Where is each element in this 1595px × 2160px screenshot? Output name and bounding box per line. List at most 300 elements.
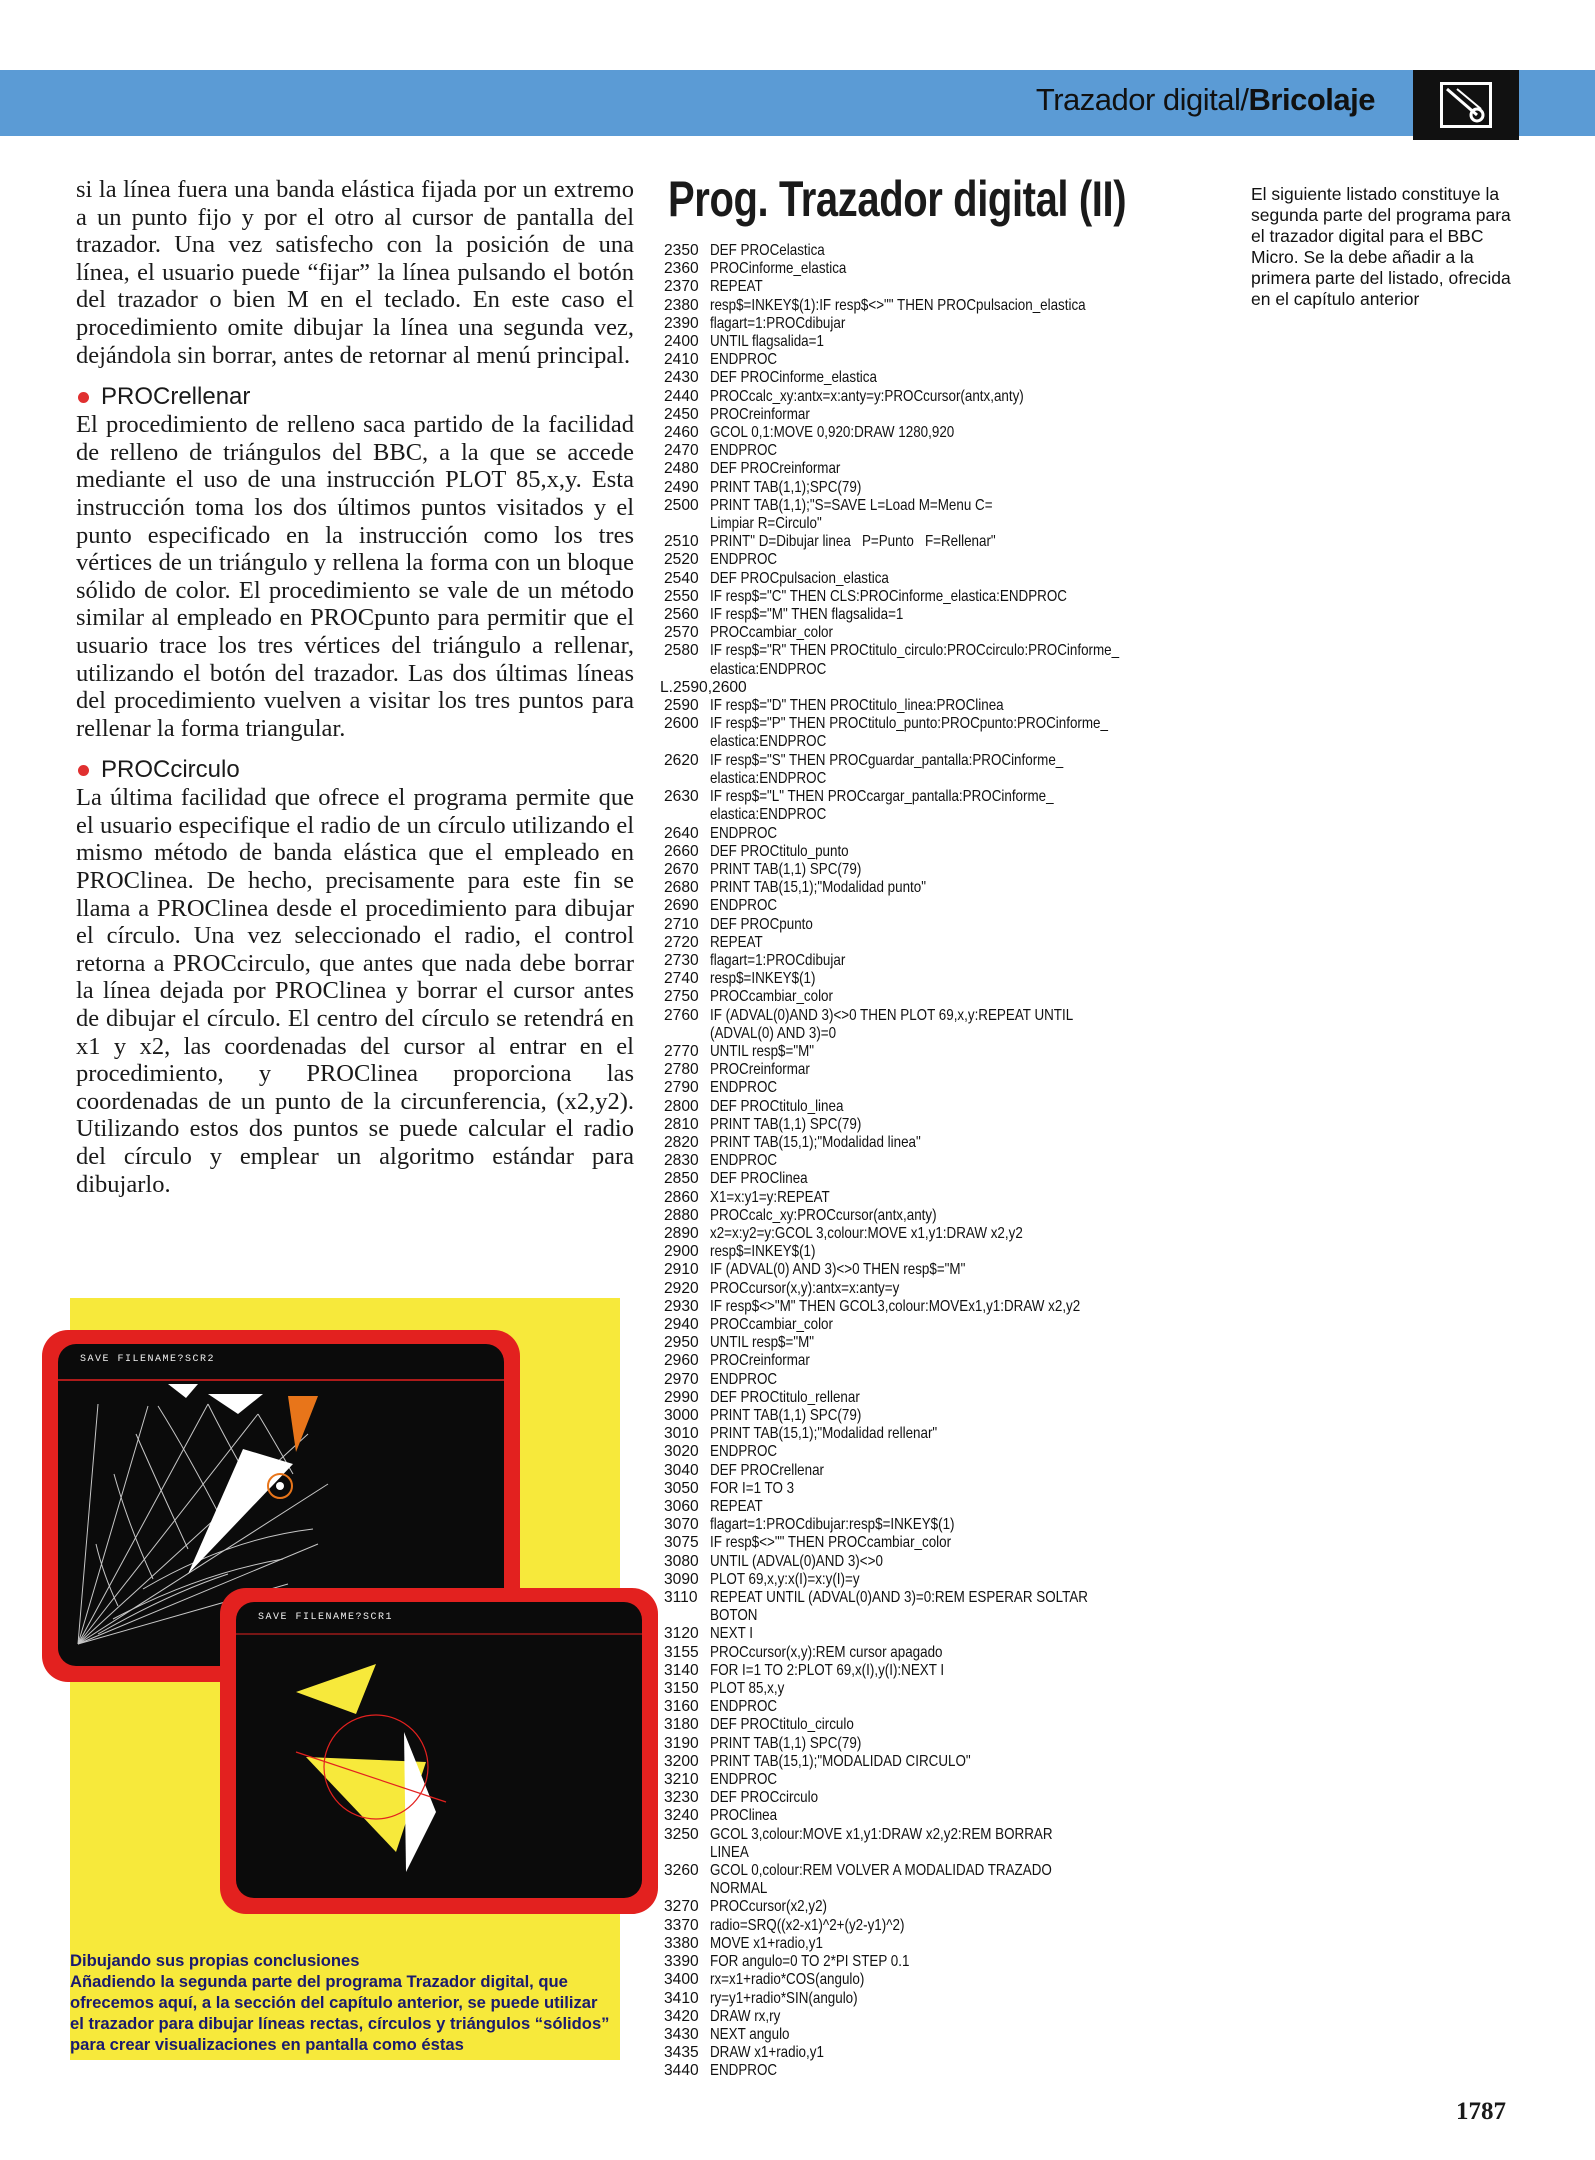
code-line xyxy=(664,1534,1224,1552)
line-number: 3010 xyxy=(664,1425,699,1443)
line-number: 2670 xyxy=(664,860,699,878)
line-code: FOR I=1 TO 3 xyxy=(710,1479,795,1497)
line-number: 3020 xyxy=(664,1443,699,1461)
line-code: MOVE x1+radio,y1 xyxy=(710,1934,823,1952)
code-line xyxy=(664,1425,1224,1443)
line-number xyxy=(664,806,710,824)
line-code: FOR angulo=0 TO 2*PI STEP 0.1 xyxy=(710,1953,910,1971)
crt-display-2 xyxy=(236,1602,642,1898)
line-code: PLOT 85,x,y xyxy=(710,1680,785,1698)
line-code: X1=x:y1=y:REPEAT xyxy=(710,1188,830,1206)
line-number: 2730 xyxy=(664,951,699,969)
code-line xyxy=(664,1280,1224,1298)
line-code: DEF PROCtitulo_rellenar xyxy=(710,1388,860,1406)
line-number: 2520 xyxy=(664,551,699,569)
code-line xyxy=(664,934,1224,952)
line-code: UNTIL resp$="M" xyxy=(710,1042,815,1060)
line-number xyxy=(664,770,710,788)
line-number: 2860 xyxy=(664,1188,699,1206)
code-line xyxy=(664,1261,1224,1279)
section-heading-circulo xyxy=(76,756,634,784)
code-line xyxy=(664,1644,1224,1662)
figure-caption xyxy=(70,1950,610,2055)
line-number: 2820 xyxy=(664,1133,699,1151)
monitor-screen-2 xyxy=(220,1588,658,1914)
code-line xyxy=(664,1207,1224,1225)
code-line xyxy=(664,588,1224,606)
line-code: elastica:ENDPROC xyxy=(710,660,827,678)
line-number: 2550 xyxy=(664,587,699,605)
line-code: UNTIL flagsalida=1 xyxy=(710,333,824,351)
line-number: 3240 xyxy=(664,1807,699,1825)
line-code: ENDPROC xyxy=(710,351,778,369)
line-number: 3040 xyxy=(664,1461,699,1479)
line-code: ENDPROC xyxy=(710,1771,778,1789)
line-number: 2750 xyxy=(664,988,699,1006)
line-number: 2640 xyxy=(664,824,699,842)
line-code: rx=x1+radio*COS(angulo) xyxy=(710,1971,865,1989)
line-code: DEF PROCtitulo_punto xyxy=(710,842,849,860)
line-code: DEF PROCtitulo_circulo xyxy=(710,1716,854,1734)
line-code: DEF PROCelastica xyxy=(710,242,825,259)
line-number: 3180 xyxy=(664,1716,699,1734)
code-line xyxy=(664,1607,1224,1625)
program-title: Prog. Trazador digital (II) xyxy=(668,171,1127,227)
line-number: 2560 xyxy=(664,606,699,624)
line-code: elastica:ENDPROC xyxy=(710,733,827,751)
line-number: 2480 xyxy=(664,460,699,478)
line-number: 2510 xyxy=(664,533,699,551)
code-line xyxy=(664,1807,1224,1825)
line-code: PROCreinformar xyxy=(710,1352,810,1370)
figure-panel xyxy=(70,1298,620,2060)
code-line xyxy=(664,2026,1224,2044)
line-code: NEXT I xyxy=(710,1625,753,1643)
code-line xyxy=(664,1061,1224,1079)
code-line xyxy=(664,1371,1224,1389)
code-line xyxy=(664,606,1224,624)
code-line xyxy=(664,2062,1224,2080)
line-number: 2920 xyxy=(664,1279,699,1297)
screen-drawing-2 xyxy=(236,1602,642,1898)
line-code: IF (ADVAL(0)AND 3)<>0 THEN PLOT 69,x,y:REPEAT UNTIL xyxy=(710,1006,1074,1024)
line-code: ENDPROC xyxy=(710,824,778,842)
line-code: PRINT TAB(15,1);"Modalidad linea" xyxy=(710,1133,921,1151)
line-code: IF resp$<>"M" THEN GCOL3,colour:MOVEx1,y1:DRAW x2,y2 xyxy=(710,1297,1081,1315)
line-code: DEF PROClinea xyxy=(710,1170,808,1188)
line-number: 3435 xyxy=(664,2044,699,2062)
code-line xyxy=(664,970,1224,988)
line-code: GCOL 0,colour:REM VOLVER A MODALIDAD TRAZADO xyxy=(710,1862,1052,1880)
line-number: 3190 xyxy=(664,1734,699,1752)
line-code: ENDPROC xyxy=(710,1370,778,1388)
code-line xyxy=(664,442,1224,460)
code-line xyxy=(664,661,1224,679)
code-line xyxy=(664,369,1224,387)
code-line xyxy=(664,1334,1224,1352)
line-code: flagart=1:PROCdibujar xyxy=(710,314,846,332)
line-number xyxy=(664,1025,710,1043)
code-line xyxy=(664,1498,1224,1516)
line-number: 3390 xyxy=(664,1953,699,1971)
line-code: REPEAT xyxy=(710,933,763,951)
code-line xyxy=(664,1589,1224,1607)
code-line xyxy=(664,1098,1224,1116)
line-code: flagart=1:PROCdibujar xyxy=(710,951,846,969)
line-number: 3110 xyxy=(664,1589,698,1607)
line-number: 2470 xyxy=(664,442,699,460)
line-code: DEF PROCreinformar xyxy=(710,460,841,478)
code-line xyxy=(664,1298,1224,1316)
line-number xyxy=(664,733,710,751)
code-line xyxy=(664,424,1224,442)
intro-paragraph: si la línea fuera una banda elástica fijada por un extremo a un punto fijo y por el otro al cursor de pantalla del trazador. Una vez satisfecho con la posición de una línea, el usuario puede “fijar” la línea pulsando el botón del trazador o bien M en el teclado. En este caso el procedimiento omite dibujar la línea una segunda vez, dejándola sin borrar, antes de retornar al menú principal. xyxy=(76,176,634,369)
code-line xyxy=(664,515,1224,533)
code-line xyxy=(664,406,1224,424)
line-code: PROCcursor(x,y):REM cursor apagado xyxy=(710,1643,943,1661)
line-code: ENDPROC xyxy=(710,1079,778,1097)
line-number: 2620 xyxy=(664,751,699,769)
code-line xyxy=(664,1880,1224,1898)
line-number: 2380 xyxy=(664,296,699,314)
line-code: Limpiar R=Circulo" xyxy=(710,515,822,533)
line-number: 2430 xyxy=(664,369,699,387)
code-line xyxy=(664,1243,1224,1261)
code-line xyxy=(664,1771,1224,1789)
code-line xyxy=(664,1716,1224,1734)
code-line xyxy=(664,825,1224,843)
line-code: DEF PROCcirculo xyxy=(710,1789,819,1807)
line-code: (ADVAL(0) AND 3)=0 xyxy=(710,1024,837,1042)
body-text xyxy=(76,176,634,1198)
line-number: 3410 xyxy=(664,1989,699,2007)
line-code: radio=SRQ((x2-x1)^2+(y2-y1)^2) xyxy=(710,1916,905,1934)
line-number: 2680 xyxy=(664,879,699,897)
line-code: DEF PROCrellenar xyxy=(710,1461,825,1479)
code-line xyxy=(664,2044,1224,2062)
code-line xyxy=(664,1189,1224,1207)
line-number: 2780 xyxy=(664,1061,699,1079)
line-number: 3120 xyxy=(664,1625,699,1643)
code-line xyxy=(664,1844,1224,1862)
code-line xyxy=(660,678,1224,697)
line-number: 2500 xyxy=(664,496,699,514)
code-line xyxy=(664,278,1224,296)
side-note: El siguiente listado constituye la segunda parte del programa para el trazador digital para el BBC Micro. Se la debe añadir a la primera parte del listado, ofrecida en el capítulo anterior xyxy=(1251,184,1511,309)
line-code: ENDPROC xyxy=(710,897,778,915)
line-number: 2900 xyxy=(664,1243,699,1261)
line-number: 2590 xyxy=(664,697,699,715)
code-line xyxy=(664,1625,1224,1643)
line-code: PRINT" D=Dibujar linea P=Punto F=Rellenar" xyxy=(710,533,996,551)
line-number: 3200 xyxy=(664,1752,699,1770)
figure-caption-title: Dibujando sus propias conclusiones xyxy=(70,1951,360,1970)
line-code: PRINT TAB(15,1);"Modalidad rellenar" xyxy=(710,1425,938,1443)
line-number: 2690 xyxy=(664,897,699,915)
line-code: REPEAT UNTIL (ADVAL(0)AND 3)=0:REM ESPERAR SOLTAR xyxy=(710,1589,1088,1607)
screen-1-label: SAVE FILENAME?SCR2 xyxy=(80,1354,216,1365)
code-line xyxy=(664,1516,1224,1534)
code-line xyxy=(664,1407,1224,1425)
line-code: PRINT TAB(1,1) SPC(79) xyxy=(710,1115,862,1133)
line-number: 3270 xyxy=(664,1898,699,1916)
line-code: ENDPROC xyxy=(710,2062,778,2080)
code-line xyxy=(664,1917,1224,1935)
line-code: IF resp$="P" THEN PROCtitulo_punto:PROCpunto:PROCinforme_ xyxy=(710,715,1108,733)
section-heading-rellenar xyxy=(76,383,634,411)
line-number: 2910 xyxy=(664,1261,699,1279)
line-number: 2440 xyxy=(664,387,699,405)
line-code: LINEA xyxy=(710,1843,749,1861)
code-line xyxy=(664,1462,1224,1480)
line-code: IF resp$="S" THEN PROCguardar_pantalla:PROCinforme_ xyxy=(710,751,1064,769)
line-number: 3140 xyxy=(664,1661,699,1679)
line-code: ry=y1+radio*SIN(angulo) xyxy=(710,1989,858,2007)
line-number: 2740 xyxy=(664,970,699,988)
line-number: 3230 xyxy=(664,1789,699,1807)
code-line xyxy=(664,715,1224,733)
line-code: ENDPROC xyxy=(710,1698,778,1716)
line-number: 2950 xyxy=(664,1334,699,1352)
code-line xyxy=(664,770,1224,788)
line-number: 2600 xyxy=(664,715,699,733)
line-code: PRINT TAB(1,1) SPC(79) xyxy=(710,1734,862,1752)
line-number: 2630 xyxy=(664,788,699,806)
code-line xyxy=(664,1389,1224,1407)
line-code: PRINT TAB(1,1);SPC(79) xyxy=(710,478,862,496)
line-code: GCOL 0,1:MOVE 0,920:DRAW 1280,920 xyxy=(710,424,955,442)
code-line xyxy=(664,1735,1224,1753)
line-code: PROCreinformar xyxy=(710,405,810,423)
code-line xyxy=(664,1953,1224,1971)
page-number: 1787 xyxy=(1456,2098,1506,2125)
line-number: 2830 xyxy=(664,1152,699,1170)
code-line xyxy=(664,916,1224,934)
line-code: elastica:ENDPROC xyxy=(710,769,827,787)
code-line xyxy=(664,988,1224,1006)
code-line xyxy=(664,333,1224,351)
code-line xyxy=(664,1935,1224,1953)
code-line xyxy=(664,297,1224,315)
line-number xyxy=(664,661,710,679)
line-code: IF (ADVAL(0) AND 3)<>0 THEN resp$="M" xyxy=(710,1261,966,1279)
line-code: IF resp$="R" THEN PROCtitulo_circulo:PROCcirculo:PROCinforme_ xyxy=(710,642,1120,660)
code-line xyxy=(664,1753,1224,1771)
line-code: REPEAT xyxy=(710,278,763,296)
line-code: resp$=INKEY$(1) xyxy=(710,970,816,988)
line-code: PRINT TAB(1,1);"S=SAVE L=Load M=Menu C= xyxy=(710,496,993,514)
line-number: 3075 xyxy=(664,1534,699,1552)
line-number: 2460 xyxy=(664,424,699,442)
code-line xyxy=(664,1789,1224,1807)
code-line xyxy=(664,952,1224,970)
line-code: PROCcursor(x2,y2) xyxy=(710,1898,828,1916)
line-code: PROCcalc_xy:antx=x:anty=y:PROCcursor(antx,anty) xyxy=(710,387,1024,405)
code-line xyxy=(664,861,1224,879)
line-number: 2970 xyxy=(664,1370,699,1388)
line-number: 2940 xyxy=(664,1315,699,1333)
line-code: UNTIL resp$="M" xyxy=(710,1334,815,1352)
figure-caption-body: Añadiendo la segunda parte del programa Trazador digital, que ofrecemos aquí, a la sección del capítulo anterior, se puede utilizar el trazador para dibujar líneas rectas, círculos y triángulos “sólidos” para crear visualizaciones en pantalla como éstas xyxy=(70,1972,610,2054)
code-line xyxy=(664,733,1224,751)
section-heading-label: PROCrellenar xyxy=(101,383,251,411)
line-code: PROCcursor(x,y):antx=x:anty=y xyxy=(710,1279,900,1297)
line-code: UNTIL (ADVAL(0)AND 3)<>0 xyxy=(710,1552,883,1570)
line-code: PROCcambiar_color xyxy=(710,1315,833,1333)
code-line xyxy=(664,697,1224,715)
line-number: 3260 xyxy=(664,1862,699,1880)
line-number: 3400 xyxy=(664,1971,699,1989)
code-line xyxy=(664,570,1224,588)
line-code: IF resp$="M" THEN flagsalida=1 xyxy=(710,606,904,624)
line-number: 2960 xyxy=(664,1352,699,1370)
line-code: PROCcambiar_color xyxy=(710,988,833,1006)
code-line xyxy=(664,1443,1224,1461)
line-number: 2580 xyxy=(664,642,699,660)
line-number: 2810 xyxy=(664,1115,699,1133)
plotter-icon xyxy=(1440,82,1492,128)
line-code: PLOT 69,x,y:x(I)=x:y(I)=y xyxy=(710,1570,860,1588)
code-line xyxy=(664,788,1224,806)
section-title-bold: Bricolaje xyxy=(1248,82,1375,117)
line-number: 3210 xyxy=(664,1771,699,1789)
code-line xyxy=(664,1826,1224,1844)
line-code: DEF PROCpunto xyxy=(710,915,813,933)
line-number: 2360 xyxy=(664,260,699,278)
code-line xyxy=(664,752,1224,770)
line-number: 2570 xyxy=(664,624,699,642)
line-number: 3080 xyxy=(664,1552,699,1570)
line-code: x2=x:y2=y:GCOL 3,colour:MOVE x1,y1:DRAW x2,y2 xyxy=(710,1224,1023,1242)
line-code: GCOL 3,colour:MOVE x1,y1:DRAW x2,y2:REM BORRAR xyxy=(710,1825,1053,1843)
code-line xyxy=(664,388,1224,406)
code-line xyxy=(664,497,1224,515)
program-listing xyxy=(660,242,1224,2081)
line-code: elastica:ENDPROC xyxy=(710,806,827,824)
line-number: 2800 xyxy=(664,1097,699,1115)
code-line xyxy=(664,1680,1224,1698)
line-code: IF resp$<>"" THEN PROCcambiar_color xyxy=(710,1534,952,1552)
line-number: 2370 xyxy=(664,278,699,296)
line-number: 3440 xyxy=(664,2062,699,2080)
code-line xyxy=(664,1662,1224,1680)
section-logo xyxy=(1413,70,1519,140)
line-number: L.2590,2600 xyxy=(660,678,747,696)
code-line xyxy=(664,1152,1224,1170)
line-number: 2880 xyxy=(664,1206,699,1224)
line-code: resp$=INKEY$(1):IF resp$<>"" THEN PROCpulsacion_elastica xyxy=(710,296,1086,314)
code-line xyxy=(664,1025,1224,1043)
line-number: 2990 xyxy=(664,1388,699,1406)
line-code: ENDPROC xyxy=(710,551,778,569)
code-line xyxy=(664,1225,1224,1243)
code-line xyxy=(664,551,1224,569)
code-line xyxy=(664,1862,1224,1880)
code-line xyxy=(664,897,1224,915)
line-number: 2400 xyxy=(664,333,699,351)
line-number: 3380 xyxy=(664,1934,699,1952)
line-code: PRINT TAB(1,1) SPC(79) xyxy=(710,860,862,878)
line-number: 2390 xyxy=(664,314,699,332)
code-line xyxy=(664,533,1224,551)
section-title-plain: Trazador digital/ xyxy=(1035,82,1249,117)
line-code: PROClinea xyxy=(710,1807,778,1825)
line-number: 2760 xyxy=(664,1006,699,1024)
code-line xyxy=(664,1116,1224,1134)
line-number xyxy=(664,1844,710,1862)
line-code: NORMAL xyxy=(710,1880,768,1898)
code-line xyxy=(664,460,1224,478)
line-number: 3060 xyxy=(664,1498,699,1516)
code-line xyxy=(664,1352,1224,1370)
line-number: 2490 xyxy=(664,478,699,496)
line-code: PROCinforme_elastica xyxy=(710,260,847,278)
line-code: resp$=INKEY$(1) xyxy=(710,1243,816,1261)
line-number: 3250 xyxy=(664,1825,699,1843)
code-line xyxy=(664,1553,1224,1571)
code-line xyxy=(664,2008,1224,2026)
line-code: ENDPROC xyxy=(710,442,778,460)
line-code: PROCreinformar xyxy=(710,1061,810,1079)
line-code: flagart=1:PROCdibujar:resp$=INKEY$(1) xyxy=(710,1516,955,1534)
line-code: PROCcambiar_color xyxy=(710,624,833,642)
line-number: 3150 xyxy=(664,1680,699,1698)
line-number: 2720 xyxy=(664,933,699,951)
line-number: 3050 xyxy=(664,1479,699,1497)
line-code: BOTON xyxy=(710,1607,758,1625)
line-number: 2770 xyxy=(664,1042,699,1060)
code-line xyxy=(664,1971,1224,1989)
line-code: REPEAT xyxy=(710,1498,763,1516)
line-number: 3000 xyxy=(664,1407,699,1424)
rellenar-paragraph: El procedimiento de relleno saca partido de la facilidad de relleno de triángulos del BBC, a la que se accede mediante el uso de una instrucción PLOT 85,x,y. Esta instrucción toma los dos últimos puntos visitados y el punto especificado en la instrucción como los tres vértices de un triángulo y rellena la forma con un bloque sólido de color. El procedimiento se vale de un método similar al empleado en PROCpunto para permitir que el usuario trace los tres vértices del triángulo a rellenar, utilizando el botón del trazador. Las dos últimas líneas del procedimiento vuelven a visitar los tres puntos para rellenar la forma triangular. xyxy=(76,411,634,742)
code-line xyxy=(664,1170,1224,1188)
code-line xyxy=(664,879,1224,897)
line-number: 3155 xyxy=(664,1643,699,1661)
line-number: 2930 xyxy=(664,1297,699,1315)
line-number: 2710 xyxy=(664,915,699,933)
line-number: 3420 xyxy=(664,2007,699,2025)
code-line xyxy=(664,806,1224,824)
code-line xyxy=(664,315,1224,333)
line-number: 2450 xyxy=(664,405,699,423)
line-number: 3370 xyxy=(664,1916,699,1934)
code-line xyxy=(664,351,1224,369)
line-number: 2660 xyxy=(664,842,699,860)
line-number: 3160 xyxy=(664,1698,699,1716)
screen-2-label: SAVE FILENAME?SCR1 xyxy=(258,1612,394,1623)
line-number: 3070 xyxy=(664,1516,699,1534)
section-title xyxy=(1036,82,1375,118)
code-line xyxy=(664,624,1224,642)
line-number xyxy=(664,1607,710,1625)
line-code: DRAW x1+radio,y1 xyxy=(710,2044,824,2062)
line-code: FOR I=1 TO 2:PLOT 69,x(I),y(I):NEXT I xyxy=(710,1661,945,1679)
line-code: PRINT TAB(15,1);"Modalidad punto" xyxy=(710,879,927,897)
bullet-icon xyxy=(78,765,89,776)
code-line xyxy=(664,1043,1224,1061)
code-line xyxy=(664,479,1224,497)
line-code: DEF PROCinforme_elastica xyxy=(710,369,877,387)
line-number: 3090 xyxy=(664,1570,699,1588)
line-number: 2350 xyxy=(664,242,699,259)
circulo-paragraph: La última facilidad que ofrece el programa permite que el usuario especifique el radio de un círculo utilizando el mismo método de banda elástica que el empleado en PROClinea. De hecho, precisamente para este fin se llama a PROClinea desde el procedimiento para dibujar el círculo. Una vez seleccionado el radio, el control retorna a PROCcirculo, que antes que nada debe borrar la línea dejada por PROClinea y borrar el cursor antes de dibujar el círculo. El centro del círculo se retendrá en x1 y x2, las coordenadas del cursor al entrar en el procedimiento, y PROClinea proporciona las coordenadas de un punto de la circunferencia, (x2,y2). Utilizando estos dos puntos se puede calcular el radio del círculo y emplear un algoritmo estándar para dibujarlo. xyxy=(76,784,634,1198)
bullet-icon xyxy=(78,392,89,403)
line-code: IF resp$="C" THEN CLS:PROCinforme_elastica:ENDPROC xyxy=(710,587,1067,605)
line-number xyxy=(664,1880,710,1898)
code-line xyxy=(664,1571,1224,1589)
line-number: 2540 xyxy=(664,569,699,587)
